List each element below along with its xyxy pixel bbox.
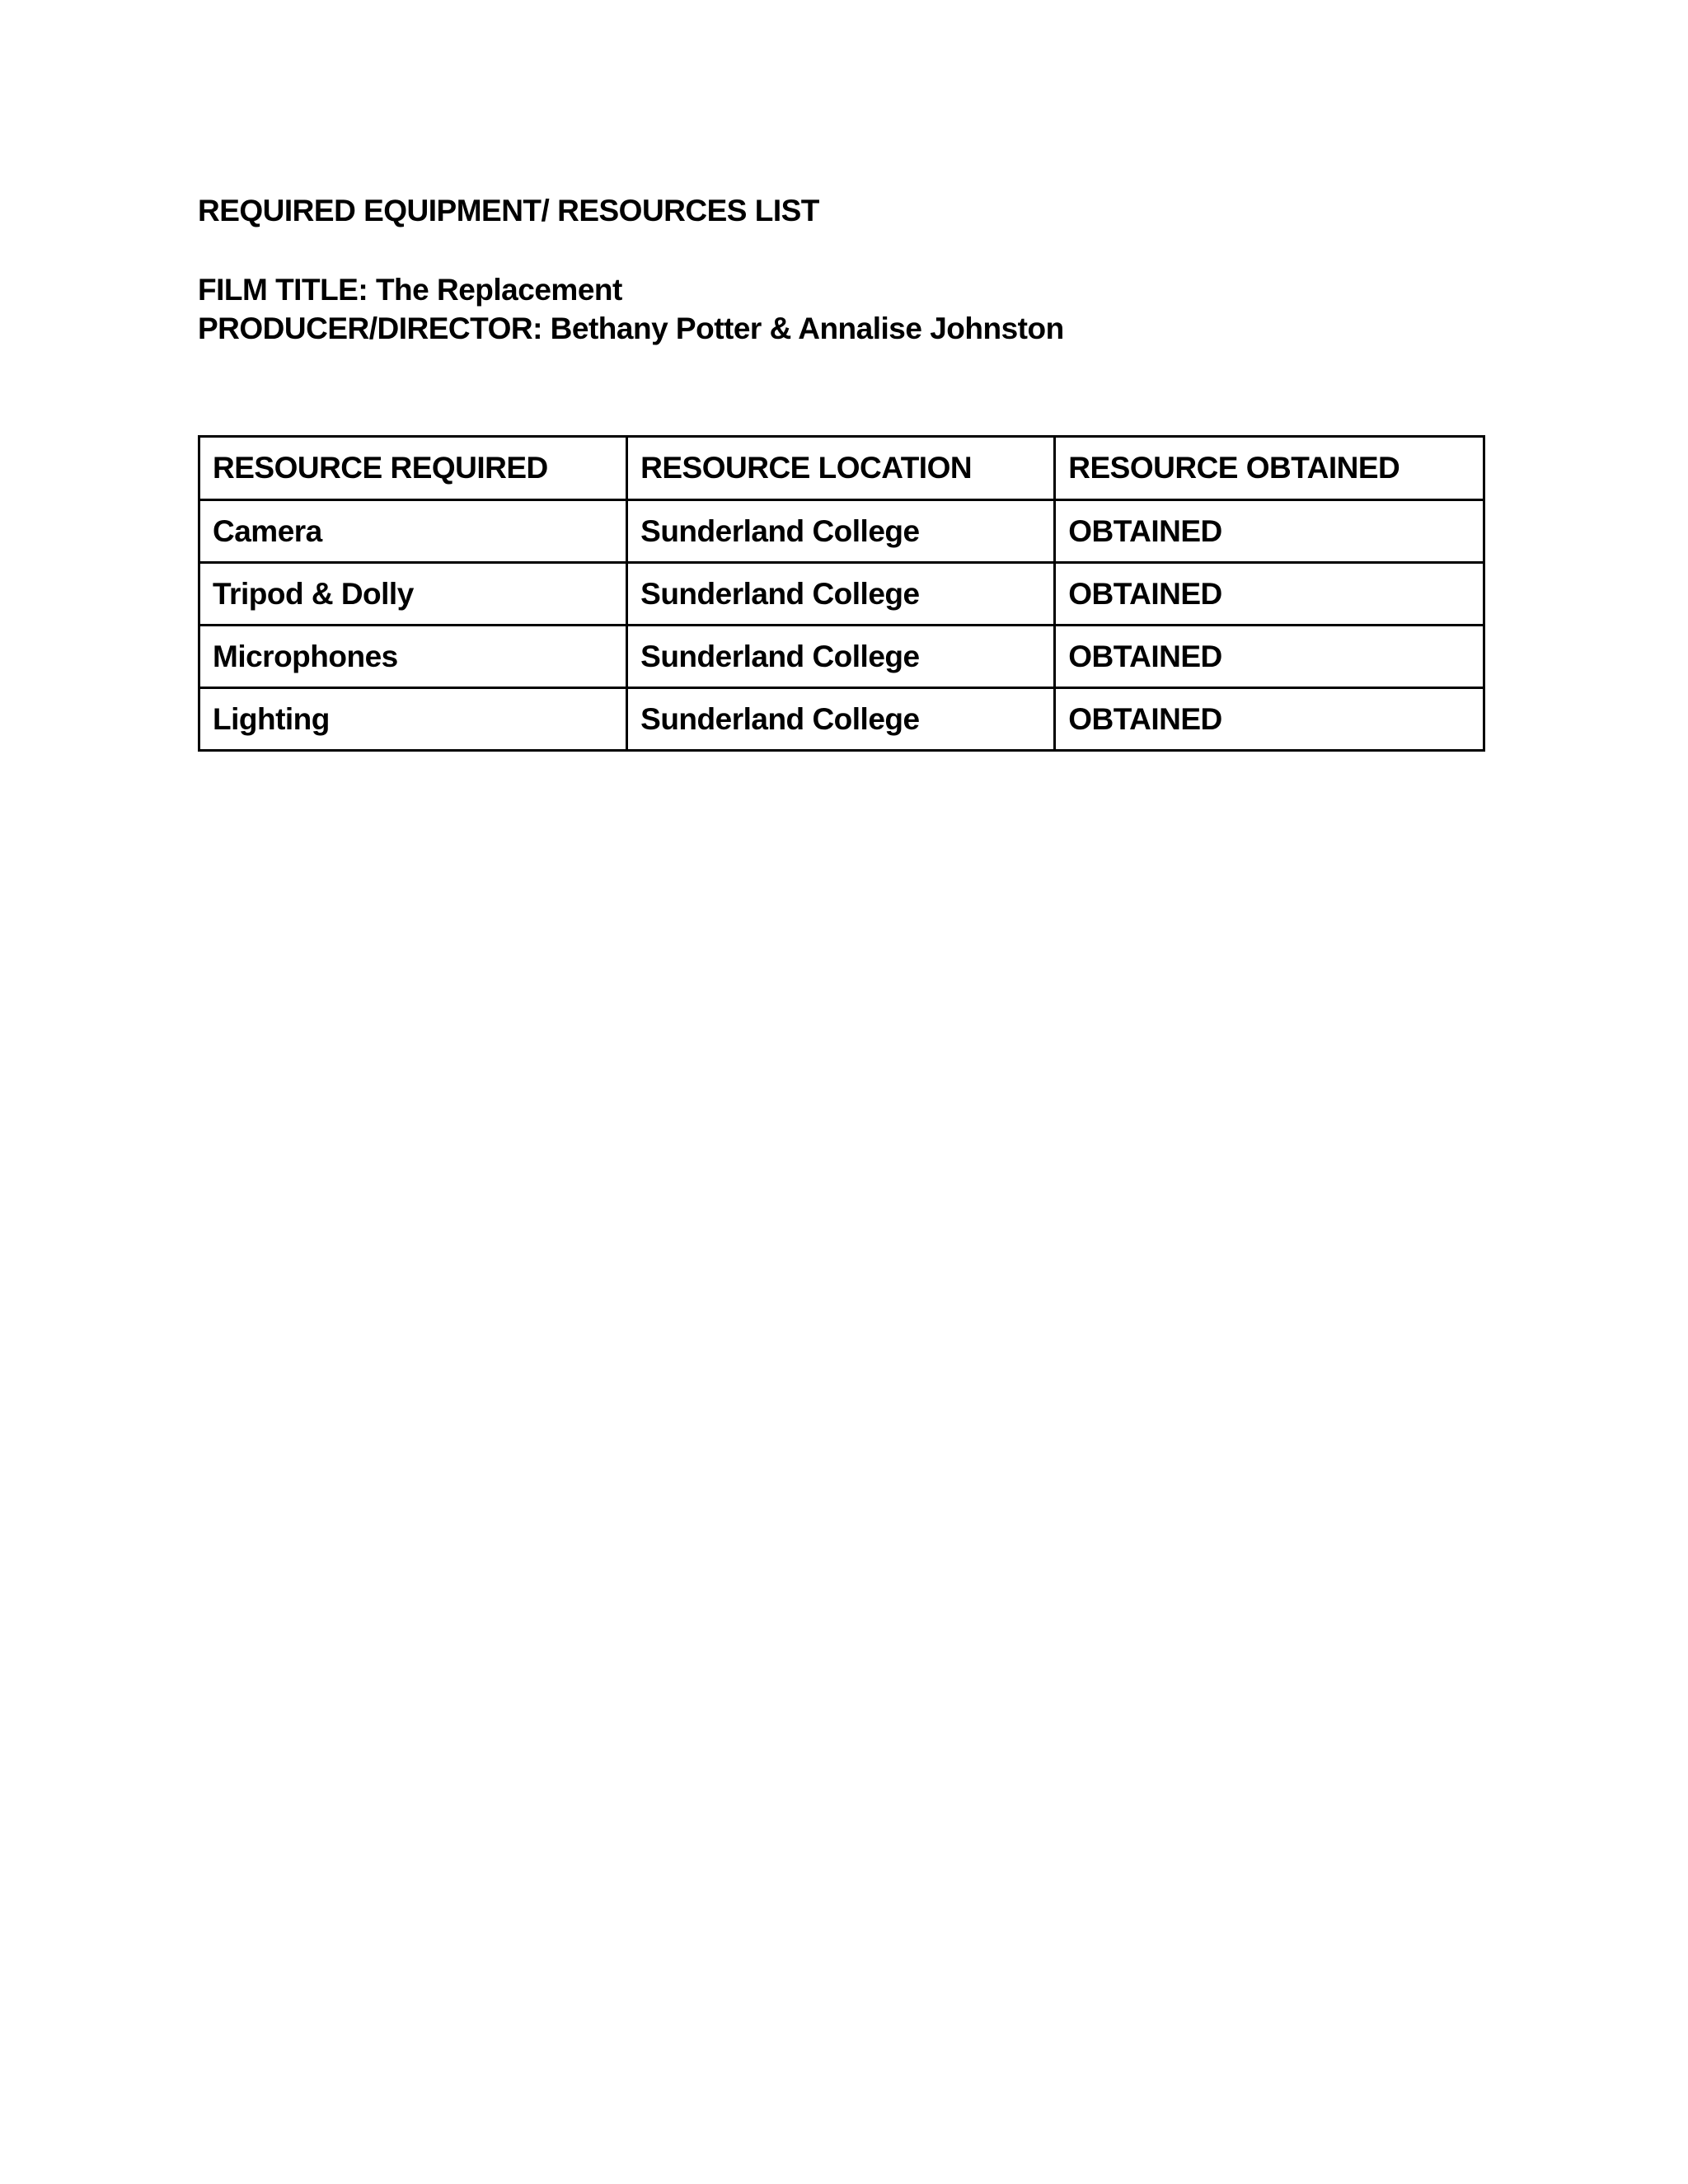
table-row — [199, 563, 1484, 626]
header-resource-obtained: RESOURCE OBTAINED — [1055, 437, 1484, 500]
resources-table — [198, 435, 1485, 752]
table-row — [199, 500, 1484, 563]
resource-status-cell: OBTAINED — [1055, 626, 1484, 688]
resource-name-cell: Lighting — [199, 688, 627, 751]
producer-director-line: PRODUCER/DIRECTOR: Bethany Potter & Annalise Johnston — [198, 312, 1064, 345]
table-row — [199, 626, 1484, 688]
resource-status-cell: OBTAINED — [1055, 500, 1484, 563]
resource-name-cell: Camera — [199, 500, 627, 563]
resource-status-cell: OBTAINED — [1055, 688, 1484, 751]
resource-location-cell: Sunderland College — [627, 500, 1055, 563]
film-title-line: FILM TITLE: The Replacement — [198, 273, 622, 307]
resource-name-cell: Tripod & Dolly — [199, 563, 627, 626]
table-row — [199, 688, 1484, 751]
document-title: REQUIRED EQUIPMENT/ RESOURCES LIST — [198, 194, 819, 227]
header-resource-location: RESOURCE LOCATION — [627, 437, 1055, 500]
resource-status-cell: OBTAINED — [1055, 563, 1484, 626]
resource-name-cell: Microphones — [199, 626, 627, 688]
resource-location-cell: Sunderland College — [627, 688, 1055, 751]
table-header-row — [199, 437, 1484, 500]
resource-location-cell: Sunderland College — [627, 626, 1055, 688]
resource-location-cell: Sunderland College — [627, 563, 1055, 626]
header-resource-required: RESOURCE REQUIRED — [199, 437, 627, 500]
